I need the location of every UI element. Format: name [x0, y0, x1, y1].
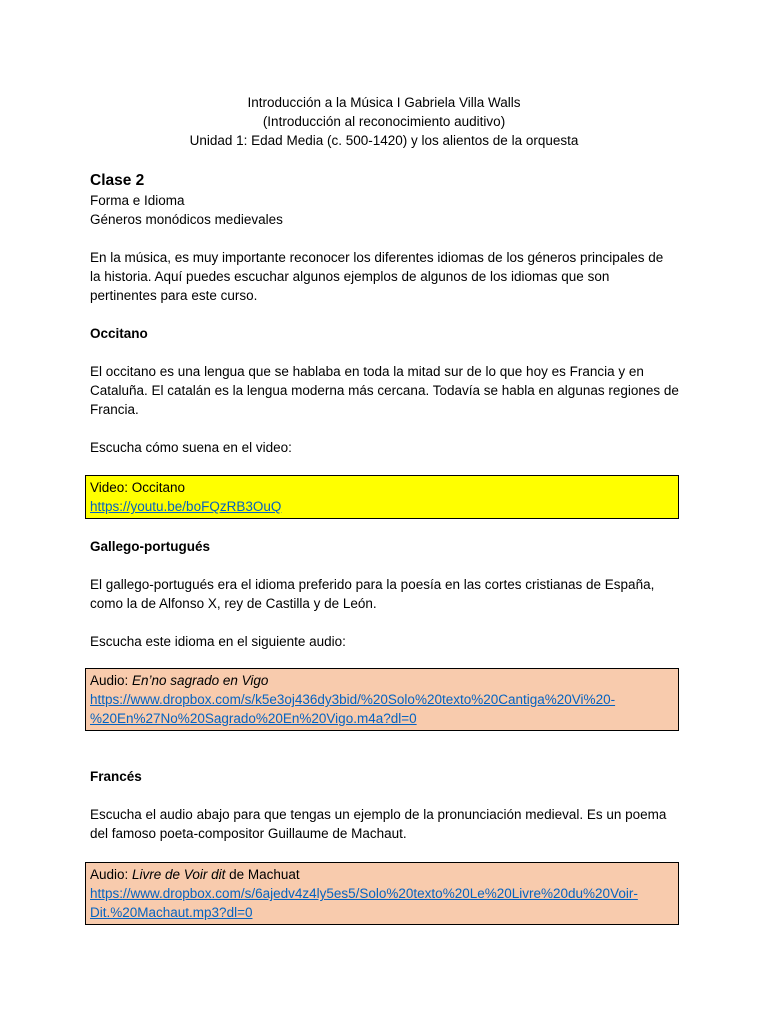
audio-frances-label	[90, 865, 678, 884]
audio-frances-suffix: de Machuat	[225, 867, 300, 882]
audio-gallego-link-2[interactable]: %20En%27No%20Sagrado%20En%20Vigo.m4a?dl=0	[90, 711, 417, 726]
occitano-line-2: Cataluña. El catalán es la lengua moderna más cercana. Todavía se habla en algunas regiones de	[90, 383, 679, 398]
frances-line-2: del famoso poeta-compositor Guillaume de Machaut.	[90, 826, 407, 841]
header-line-3: Unidad 1: Edad Media (c. 500-1420) y los alientos de la orquesta	[189, 133, 579, 148]
class-subtitle-2: Géneros monódicos medievales	[90, 212, 283, 227]
class-title: Clase 2	[90, 172, 145, 189]
video-link[interactable]: https://youtu.be/boFQzRB3OuQ	[90, 499, 282, 514]
audio-gallego-link-1[interactable]: https://www.dropbox.com/s/k5e3oj436dy3bid/%20Solo%20texto%20Cantiga%20Vi%20-	[90, 692, 616, 707]
audio-gallego-title: En’no sagrado en Vigo	[132, 673, 269, 688]
intro-line-2: la historia. Aquí puedes escuchar algunos ejemplos de algunos de los idiomas que son	[90, 269, 610, 284]
audio-frances-title: Livre de Voir dit	[132, 867, 226, 882]
audio-frances-link-1[interactable]: https://www.dropbox.com/s/6ajedv4z4ly5es5/Solo%20texto%20Le%20Livre%20du%20Voir-	[90, 886, 638, 901]
class-subtitle-1: Forma e Idioma	[90, 193, 185, 208]
audio-prefix: Audio:	[90, 673, 133, 688]
header-line-1: Introducción a la Música I Gabriela Villa Walls	[247, 95, 521, 110]
frances-paragraph	[90, 805, 690, 843]
occitano-listen-text: Escucha cómo suena en el video:	[90, 440, 292, 455]
intro-line-3: pertinentes para este curso.	[90, 288, 258, 303]
class-intro	[90, 171, 690, 229]
occitano-heading: Occitano	[90, 326, 148, 341]
occitano-line-1: El occitano es una lengua que se hablaba en toda la mitad sur de lo que hoy es Francia y en	[90, 364, 644, 379]
occitano-line-3: Francia.	[90, 402, 139, 417]
gallego-line-1: El gallego-portugués era el idioma preferido para la poesía en las cortes cristianas de España,	[90, 577, 655, 592]
frances-heading: Francés	[90, 769, 142, 784]
intro-paragraph	[90, 248, 690, 305]
audio-gallego-box	[85, 668, 679, 731]
intro-line-1: En la música, es muy importante reconocer los diferentes idiomas de los géneros principales de	[90, 250, 664, 265]
video-label: Video: Occitano	[90, 480, 186, 495]
occitano-paragraph	[90, 362, 690, 419]
gallego-paragraph	[90, 575, 690, 613]
gallego-listen-text: Escucha este idioma en el siguiente audio:	[90, 634, 346, 649]
course-header	[0, 93, 768, 150]
audio-prefix: Audio:	[90, 867, 133, 882]
header-line-2: (Introducción al reconocimiento auditivo)	[262, 114, 506, 129]
frances-line-1: Escucha el audio abajo para que tengas un ejemplo de la pronunciación medieval. Es un poema	[90, 807, 667, 822]
audio-frances-link-2[interactable]: Dit.%20Machaut.mp3?dl=0	[90, 905, 253, 920]
gallego-line-2: como la de Alfonso X, rey de Castilla y de León.	[90, 596, 377, 611]
gallego-heading: Gallego-portugués	[90, 539, 211, 554]
audio-frances-box	[85, 862, 679, 925]
audio-gallego-label	[90, 671, 678, 690]
video-occitano-box	[85, 475, 679, 519]
